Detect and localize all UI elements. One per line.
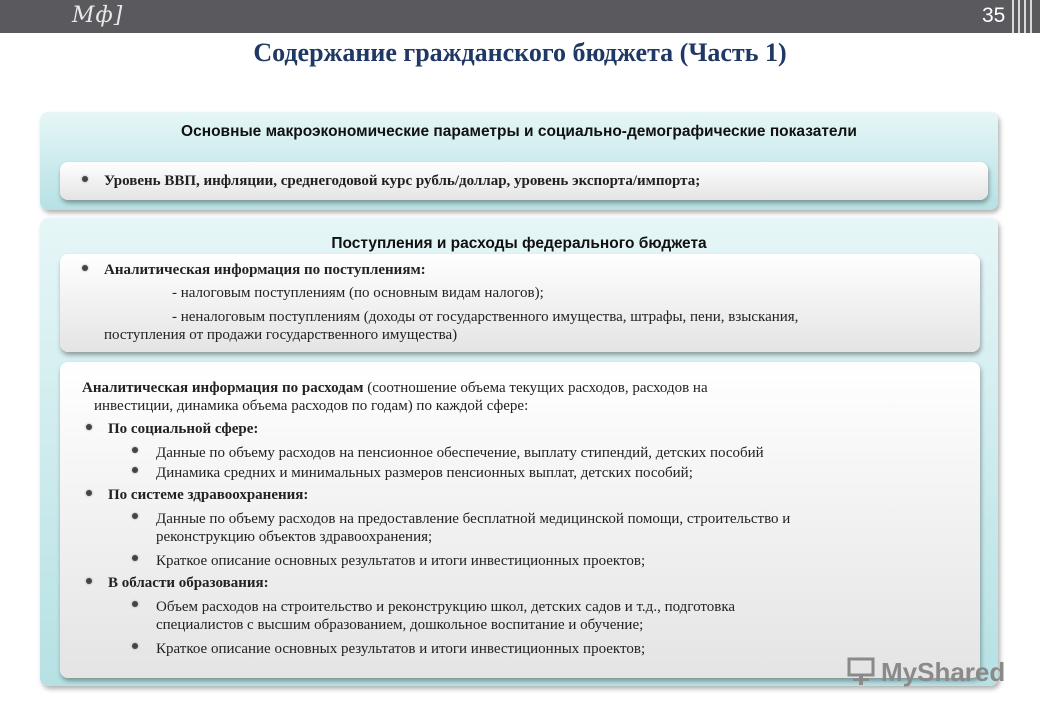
divider — [1012, 0, 1014, 33]
header-bar — [0, 0, 1040, 33]
bullet-icon — [82, 176, 88, 182]
watermark — [845, 655, 1005, 695]
education-item-1-cont: специалистов с высшим образованием, дошкольное воспитание и обучение; — [156, 617, 644, 633]
bullet-icon — [132, 447, 138, 453]
education-item-2: Краткое описание основных результатов и итоги инвестиционных проектов; — [156, 641, 646, 657]
expenses-box — [60, 362, 980, 678]
education-label: В области образования: — [108, 575, 269, 591]
budget-panel-title: Поступления и расходы федерального бюджета — [331, 235, 707, 252]
expenses-heading-rest: (соотношение объема текущих расходов, расходов на — [363, 380, 708, 396]
logo: Мф] — [72, 3, 124, 28]
revenue-nontax-line: - неналоговым поступлениям (доходы от государственного имущества, штрафы, пени, взыскания, — [172, 309, 799, 325]
social-label: По социальной сфере: — [108, 421, 259, 437]
watermark-text: MyShared — [881, 657, 1006, 687]
divider — [1018, 0, 1020, 33]
bullet-icon — [132, 601, 138, 607]
bullet-icon — [82, 265, 88, 271]
bullet-icon — [86, 424, 92, 430]
revenue-heading: Аналитическая информация по поступлениям: — [104, 262, 426, 278]
macro-panel-title: Основные макроэкономические параметры и социально-демографические показатели — [181, 123, 857, 140]
social-item-1: Данные по объему расходов на пенсионное обеспечение, выплату стипендий, детских пособий — [156, 445, 764, 461]
health-label: По системе здравоохранения: — [108, 487, 309, 503]
education-item-1: Объем расходов на строительство и реконструкцию школ, детских садов и т.д., подготовка — [156, 599, 736, 615]
revenue-box — [60, 254, 980, 352]
expenses-heading-line2: инвестиции, динамика объема расходов по годам) по каждой сфере: — [94, 398, 529, 414]
bullet-icon — [86, 578, 92, 584]
bullet-icon — [132, 467, 138, 473]
slide-number: 35 — [982, 4, 1006, 27]
macro-panel — [40, 112, 998, 210]
revenue-nontax-line-cont: поступления от продажи государственного имущества) — [104, 327, 458, 343]
bullet-icon — [86, 490, 92, 496]
macro-item-box — [60, 162, 988, 200]
expenses-heading — [82, 379, 708, 397]
bullet-icon — [132, 513, 138, 519]
health-item-1-cont: реконструкцию объектов здравоохранения; — [156, 529, 433, 545]
page-title: Содержание гражданского бюджета (Часть 1) — [253, 38, 787, 67]
expenses-heading-bold: Аналитическая информация по расходам — [82, 380, 364, 396]
divider — [1024, 0, 1026, 33]
bullet-icon — [132, 643, 138, 649]
health-item-1: Данные по объему расходов на предоставление бесплатной медицинской помощи, строительство и — [156, 511, 791, 527]
revenue-tax-line: - налоговым поступлениям (по основным видам налогов); — [172, 285, 544, 301]
health-item-2: Краткое описание основных результатов и итоги инвестиционных проектов; — [156, 553, 646, 569]
presentation-icon — [847, 657, 875, 687]
divider — [1030, 0, 1032, 33]
budget-panel — [40, 218, 998, 686]
bullet-icon — [132, 555, 138, 561]
macro-item: Уровень ВВП, инфляции, среднегодовой курс рубль/доллар, уровень экспорта/импорта; — [104, 173, 701, 189]
social-item-2: Динамика средних и минимальных размеров пенсионных выплат, детских пособий; — [156, 465, 693, 481]
